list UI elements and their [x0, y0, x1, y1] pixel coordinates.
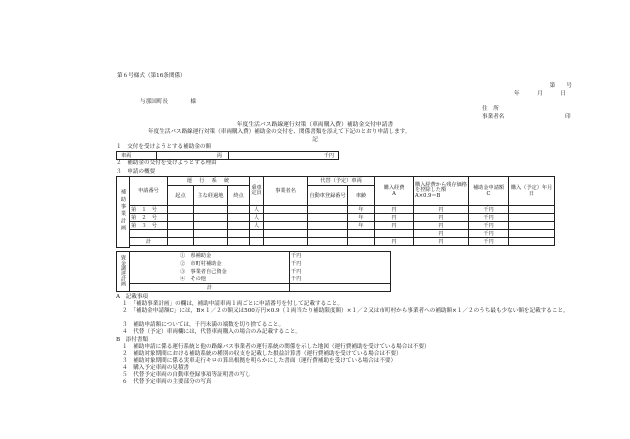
header-operator: 事業者名 [264, 177, 308, 206]
header-app-no: 申請番号 [130, 177, 168, 206]
header-route: 運 行 系 統 [168, 177, 250, 186]
note-item: １ 「補助事業計画」の欄は，補助申請車両１両ごとに申請番号を付して記載すること。 [122, 301, 343, 307]
header-reg-no: 自動車登録番号 [308, 186, 348, 206]
intro-sentence: 年度生活バス路線運行対策（車両購入費）補助金の交付を、関係書類を添えて下記のとおり申請します。 [148, 129, 411, 135]
funding-item-unit: 千円 [290, 252, 391, 260]
document-date: 年 月 日 [514, 91, 572, 97]
header-age: 車齢 [348, 186, 375, 206]
header-route-via: 主な経過地 [194, 186, 228, 206]
header-subsidy: 補助金申請額 C [469, 177, 509, 206]
table-row: 第 ３ 号 人 年 円 円 千円 [117, 222, 555, 230]
table-row-total: 計 円 円 千円 [117, 238, 555, 246]
header-capacity: 乗車定員 [250, 177, 264, 206]
document-number: 第 号 [549, 83, 572, 89]
notes-a-title: A 記載事項 [116, 294, 149, 300]
ki-label: 記 [312, 137, 318, 143]
section3-title: ３ 申請の概要 [116, 169, 156, 175]
seal-mark: 印 [565, 114, 571, 120]
header-terminus: 終点 [228, 186, 250, 206]
attachment-item: ５ 代替予定車両の自動車登録事項等証明書の写し [122, 372, 251, 378]
operator-name-label: 事業者名 [482, 114, 505, 120]
attachment-item: ４ 購入予定車両の見積書 [122, 365, 190, 371]
sec1-vehicle-unit: 両 [157, 152, 229, 160]
address-label: 住 所 [482, 106, 499, 112]
funding-item-unit: 千円 [290, 268, 391, 276]
funding-item: ② 市町村補助金 [130, 260, 290, 268]
form-id: 第６号様式（第16条関係） [117, 73, 186, 79]
sec1-amount-unit: 千円 [229, 152, 339, 160]
attachment-item: ２ 補助対象期間における補助系統の種別の収支を記載した損益計算書（運行費補助を受けている場合は不要） [122, 351, 402, 357]
table-row: 第 ２ 号 人 年 円 円 千円 [117, 214, 555, 222]
header-residual: 購入経費から残存価格を控除した額 A×0.9＝B [414, 177, 469, 206]
note-item: ２ 「補助金申請額C」には，B×１／２の額又は500万円×0.9（１両当たり補助限度額）×１／２又は市町村から事業者への補助額×１／２のうち最も少ない額を記載すること。 [122, 308, 569, 314]
table-row: 円 千円 [117, 230, 555, 238]
addressee: 与那国町長 様 [140, 99, 196, 105]
funding-total-label: 計 [130, 284, 290, 292]
table-row: 第 １ 号 人 年 円 円 千円 [117, 206, 555, 214]
section1-title: １ 交付を受けようとする補助金の額 [116, 144, 212, 150]
attachment-item: １ 補助申請に係る運行系統と他の路線バス事業者の運行系統の関係を示した地図（運行費補助を受けている場合は不要） [122, 344, 430, 350]
header-origin: 起点 [168, 186, 194, 206]
header-purchase: 購入経費 A [375, 177, 414, 206]
header-vehicle: 代替（予定）車両 [308, 177, 375, 186]
document-title: 年度生活バス路線運行対策（車両購入費）補助金交付申請書 [236, 122, 394, 128]
header-date: 購入（予定）年月日 [509, 177, 555, 206]
note-item: ４ 代替（予定）車両欄には，代替車両購入の場合のみ記載すること。 [122, 329, 302, 335]
note-item: ３ 補助申請額については，千円未満の端数を切り捨てること。 [122, 322, 285, 328]
funding-item: ① 県補助金 [130, 252, 290, 260]
section2-title: ２ 補助金の交付を受けようとする理由 [116, 160, 217, 166]
funding-item-unit: 千円 [290, 276, 391, 284]
funding-plan-table [116, 251, 391, 292]
funding-item-unit: 千円 [290, 260, 391, 268]
sec1-vehicle-label: 車両 [117, 152, 157, 160]
funding-side-label: 資金調達計画 [117, 252, 130, 292]
application-summary-table [116, 176, 555, 248]
subsidy-amount-table [116, 151, 339, 160]
notes-b-title: B 添付書類 [116, 337, 149, 343]
plan-side-label: 補助事業計画 [117, 177, 130, 248]
attachment-item: ６ 代替予定車両の主要部分の写真 [122, 379, 212, 385]
attachment-item: ３ 補助対象期間に係る実車走行キロの算出根拠を明らかにした書面（運行費補助を受けている場合は不要） [122, 358, 397, 364]
funding-item: ④ その他 [130, 276, 290, 284]
funding-item: ③ 事業者自己資金 [130, 268, 290, 276]
